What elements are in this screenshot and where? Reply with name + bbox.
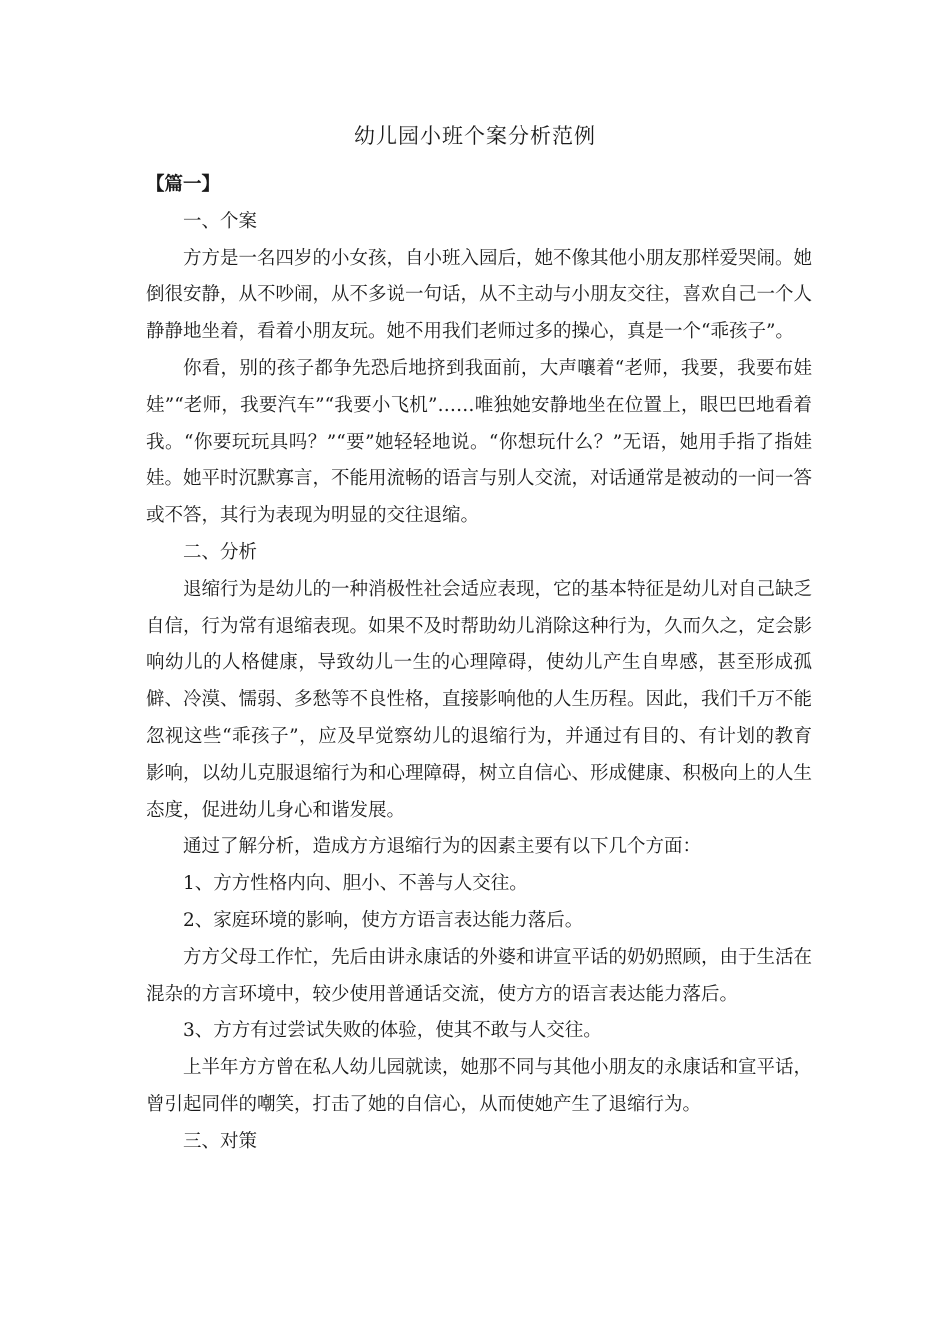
document-title: 幼儿园小班个案分析范例 [354,124,596,148]
paragraph: 退缩行为是幼儿的一种消极性社会适应表现，它的基本特征是幼儿对自己缺乏自信，行为常有退缩表现。如果不及时帮助幼儿消除这种行为，久而久之，定会影响幼儿的人格健康，导致幼儿一生的心理障碍，使幼儿产生自卑感，甚至形成孤僻、冷漠、懦弱、多愁等不良性格，直接影响他的人生历程。因此，我们千万不能忽视这些“乖孩子”，应及早觉察幼儿的退缩行为，并通过有目的、有计划的教育影响，以幼儿克服退缩行为和心理障碍，树立自信心、形成健康、积极向上的人生态度，促进幼儿身心和谐发展。 [146,578,813,821]
list-item: 2、家庭环境的影响，使方方语言表达能力落后。 [183,909,584,931]
document-body [146,167,812,1161]
paragraph: 通过了解分析，造成方方退缩行为的因素主要有以下几个方面： [183,836,702,858]
list-item: 1、方方性格内向、胆小、不善与人交往。 [183,873,528,895]
section-label: 【篇一】 [146,174,221,195]
list-item: 3、方方有过尝试失败的体验，使其不敢与人交往。 [183,1020,602,1042]
paragraph: 方方父母工作忙，先后由讲永康话的外婆和讲宣平话的奶奶照顾，由于生活在混杂的方言环境中，较少使用普通话交流，使方方的语言表达能力落后。 [146,946,813,1005]
heading-analysis: 二、分析 [183,541,258,563]
heading-strategy: 三、对策 [183,1130,258,1152]
paragraph: 你看，别的孩子都争先恐后地挤到我面前，大声嚷着“老师，我要，我要布娃娃”“老师，我要汽车”“我要小飞机”……唯独她安静地坐在位置上，眼巴巴地看着我。“你要玩玩具吗？”“要”她轻轻地说。“你想玩什么？”无语，她用手指了指娃娃。她平时沉默寡言，不能用流畅的语言与别人交流，对话通常是被动的一问一答或不答，其行为表现为明显的交往退缩。 [146,357,813,527]
heading-case: 一、个案 [183,210,258,232]
paragraph: 方方是一名四岁的小女孩，自小班入园后，她不像其他小朋友那样爱哭闹。她倒很安静，从不吵闹，从不多说一句话，从不主动与小朋友交往，喜欢自己一个人静静地坐着，看着小朋友玩。她不用我们老师过多的操心，真是一个“乖孩子”。 [146,247,813,343]
paragraph: 上半年方方曾在私人幼儿园就读，她那不同与其他小朋友的永康话和宣平话，曾引起同伴的嘲笑，打击了她的自信心，从而使她产生了退缩行为。 [146,1057,813,1115]
